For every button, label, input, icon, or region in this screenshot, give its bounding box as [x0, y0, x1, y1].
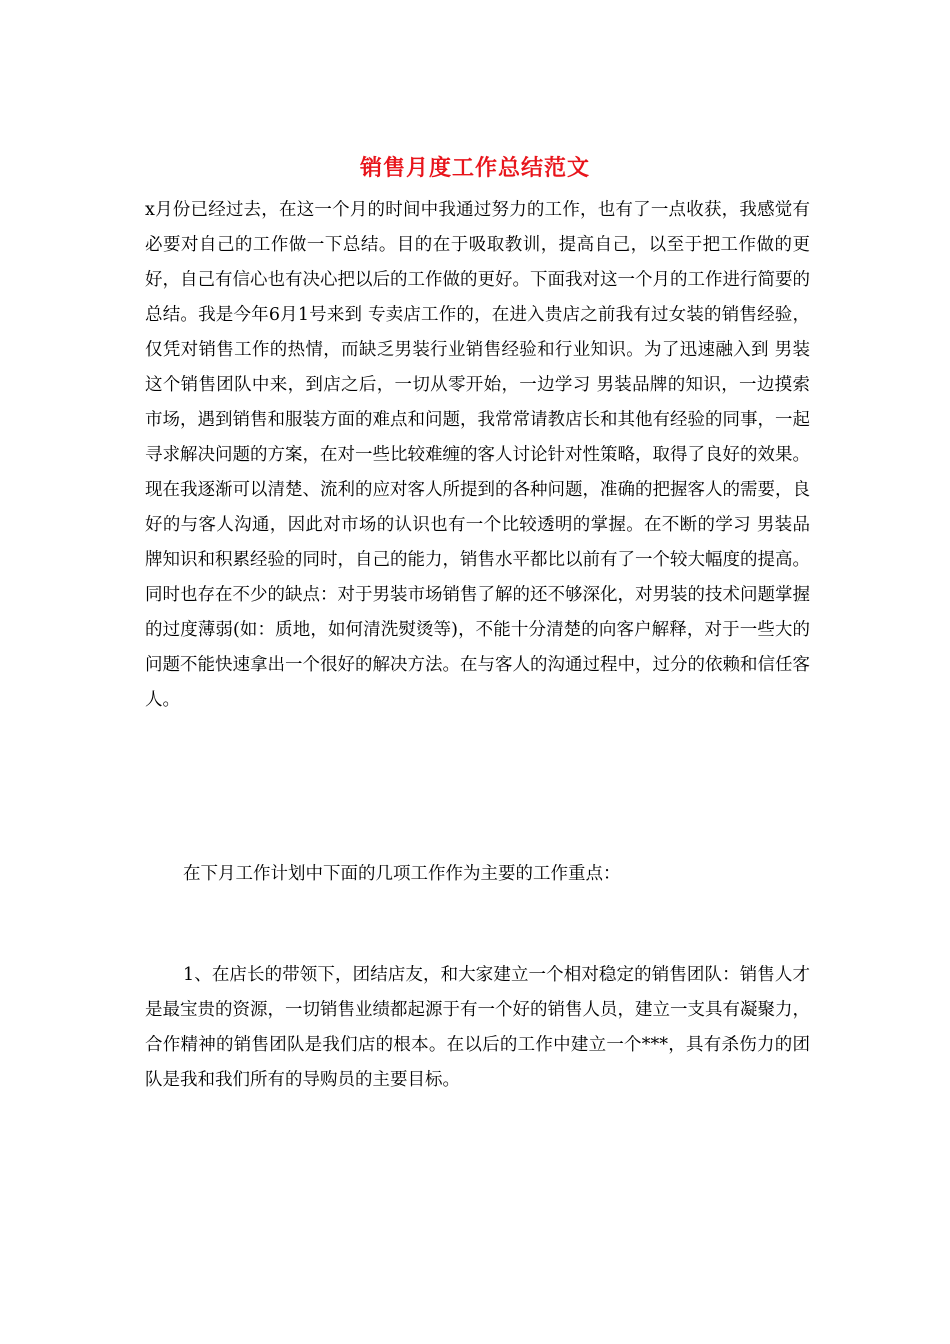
paragraph-plan-heading: 在下月工作计划中下面的几项工作作为主要的工作重点：: [183, 864, 621, 884]
paragraph-plan-item-1: 1、在店长的带领下，团结店友，和大家建立一个相对稳定的销售团队：销售人才是最宝贵的资源，一切销售业绩都起源于有一个好的销售人员，建立一支具有凝聚力，合作精神的销售团队是我们店的根本。在以后的工作中建立一个***，具有杀伤力的团队是我和我们所有的导购员的主要目标。: [145, 965, 810, 1090]
paragraph-intro: x月份已经过去，在这一个月的时间中我通过努力的工作，也有了一点收获，我感觉有必要对自己的工作做一下总结。目的在于吸取教训，提高自己，以至于把工作做的更好，自己有信心也有决心把以后的工作做的更好。下面我对这一个月的工作进行简要的总结。我是今年6月1号来到 专卖店工作的，在进入贵店之前我有过女装的销售经验，仅凭对销售工作的热情，而缺乏男装行业销售经验和行业知识。为了迅速融入到 男装这个销售团队中来，到店之后，一切从零开始，一边学习 男装品牌的知识，一边摸索市场，遇到销售和服装方面的难点和问题，我常常请教店长和其他有经验的同事，一起寻求解决问题的方案，在对一些比较难缠的客人讨论针对性策略，取得了良好的效果。现在我逐渐可以清楚、流利的应对客人所提到的各种问题，准确的把握客人的需要，良好的与客人沟通，因此对市场的认识也有一个比较透明的掌握。在不断的学习 男装品牌知识和积累经验的同时，自己的能力，销售水平都比以前有了一个较大幅度的提高。同时也存在不少的缺点：对于男装市场销售了解的还不够深化，对男装的技术问题掌握的过度薄弱(如：质地，如何清洗熨烫等)，不能十分清楚的向客户解释，对于一些大的问题不能快速拿出一个很好的解决方法。在与客人的沟通过程中，过分的依赖和信任客人。: [145, 200, 810, 710]
document-title: 销售月度工作总结范文: [359, 155, 590, 181]
